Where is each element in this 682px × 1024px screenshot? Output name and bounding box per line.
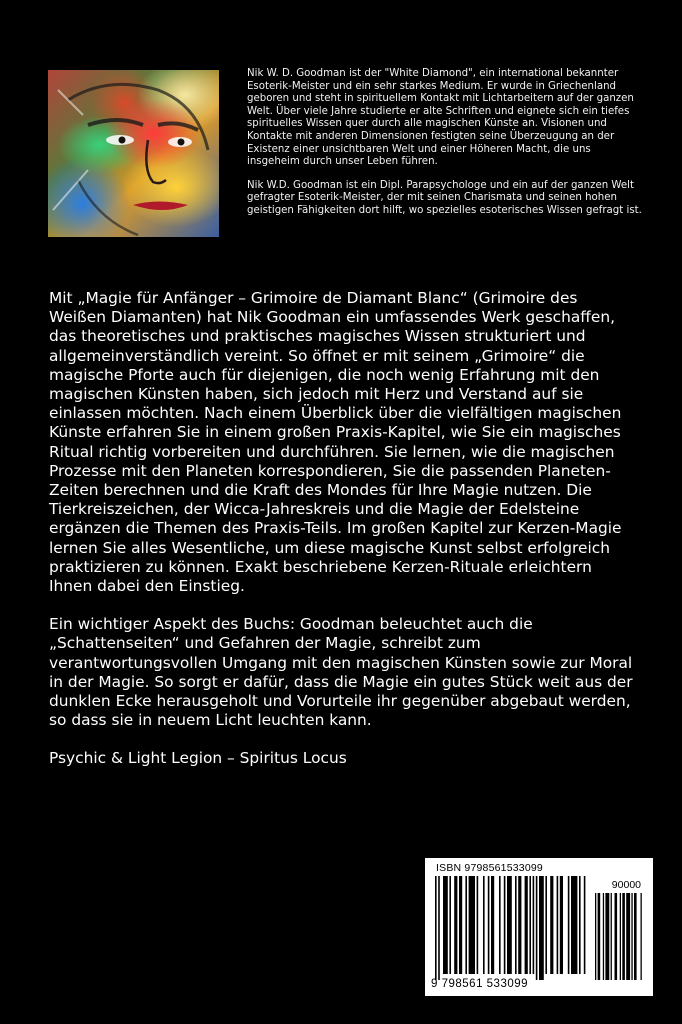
portrait-face-sketch (48, 70, 219, 237)
bio-paragraph: Nik W. D. Goodman ist der "White Diamond", ein international bekannter Esoterik-Meister und ein sehr starkes Medium. Er wurde in Griechenland geboren und steht in spirituellem Kontakt mit Lichtarbeitern auf der ganzen Welt. Über viele Jahre studierte er alte Schriften und eignete sich ein tiefes spirituelles Wissen quer durch alle magischen Künste an. Visionen und Kontakte mit anderen Dimensionen festigten seine Überzeugung an der Existenz einer unsichtbaren Welt und einer Höheren Macht, die uns insgeheim durch unser Leben führen. (247, 68, 634, 168)
publisher-line: Psychic & Light Legion – Spiritus Locus (49, 749, 347, 768)
description-paragraph: Ein wichtiger Aspekt des Buchs: Goodman beleuchtet auch die „Schattenseiten“ und Gefahren der Magie, schreibt zum verantwortungsvollen Umgang mit den magischen Künsten sowie zur Moral in der Magie. So sorgt er dafür, dass die Magie ein gutes Stück weit aus der dunklen Ecke herausgeholt und Vorurteile ihr gegenüber abgebaut werden, so dass sie in neuem Licht leuchten kann. (49, 615, 633, 730)
isbn-barcode-box (425, 858, 653, 996)
description-paragraph: Mit „Magie für Anfänger – Grimoire de Diamant Blanc“ (Grimoire des Weißen Diamanten) hat Nik Goodman ein umfassendes Werk geschaffen, das theoretisches und praktisches magisches Wissen strukturiert und allgemeinverständlich vereint. So öffnet er mit seinem „Grimoire“ die magische Pforte auch für diejenigen, die noch wenig Erfahrung mit den magischen Künsten haben, sich jedoch mit Herz und Verstand auf sie einlassen möchten. Nach einem Überblick über die vielfältigen magischen Künste erfahren Sie in einem großen Praxis-Kapitel, wie Sie ein magisches Ritual richtig vorbereiten und durchführen. Sie lernen, wie die magischen Prozesse mit den Planeten korrespondieren, Sie die passenden Planeten-Zeiten berechnen und die Kraft des Mondes für Ihre Magie nutzen. Die Tierkreiszeichen, der Wicca-Jahreskreis und die Magie der Edelsteine ergänzen die Themen des Praxis-Teils. Im großen Kapitel zur Kerzen-Magie lernen Sie alles Wesentliche, um diese magische Kunst selbst erfolgreich praktizieren zu können. Exakt beschriebene Kerzen-Rituale erleichtern Ihnen dabei den Einstieg. (49, 289, 622, 596)
bio-paragraph: Nik W.D. Goodman ist ein Dipl. Parapsychologe und ein auf der ganzen Welt gefragter Esoterik-Meister, der mit seinen Charismata und seinen hohen geistigen Fähigkeiten dort hilft, wo spezielles esoterisches Wissen gefragt ist. (247, 179, 642, 216)
isbn-barcode (435, 876, 590, 980)
isbn-label: ISBN 9798561533099 (436, 862, 543, 874)
author-bio (247, 68, 642, 229)
price-addon-barcode (595, 893, 643, 980)
isbn-digits: 9 798561 533099 (431, 978, 529, 990)
price-code: 90000 (611, 879, 641, 891)
author-portrait (48, 70, 219, 237)
book-description (49, 289, 639, 788)
